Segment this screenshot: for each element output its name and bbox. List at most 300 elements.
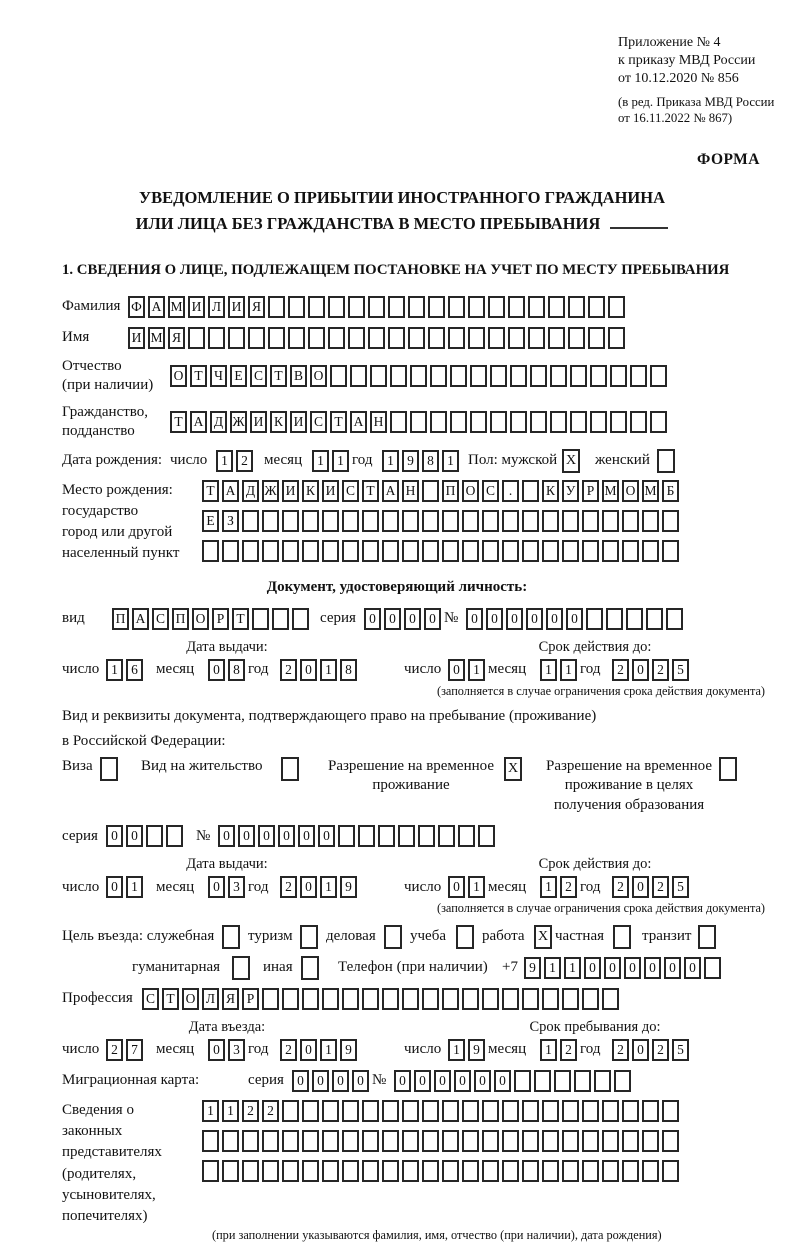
purpose-study-checkbox[interactable]: [456, 925, 474, 949]
doc-number-cell[interactable]: 0: [546, 608, 563, 630]
citizenship-cell[interactable]: [610, 411, 627, 433]
given-name-cell[interactable]: [508, 327, 525, 349]
profession-cell[interactable]: [322, 988, 339, 1010]
birth-place-line1-cell[interactable]: .: [502, 480, 519, 502]
stay-year-cell[interactable]: 2: [652, 1039, 669, 1061]
doc-number-cell[interactable]: [626, 608, 643, 630]
given-name-cell[interactable]: [608, 327, 625, 349]
patronymic-cell[interactable]: [330, 365, 347, 387]
surname-cell[interactable]: [268, 296, 285, 318]
mc-series-cell[interactable]: 0: [312, 1070, 329, 1092]
profession-cell[interactable]: [462, 988, 479, 1010]
birth-place-line2-cell[interactable]: [302, 510, 319, 532]
surname-cell[interactable]: [328, 296, 345, 318]
doc-valid-month-cell[interactable]: 1: [560, 659, 577, 681]
representatives-line2-cell[interactable]: [202, 1130, 219, 1152]
phone-cell[interactable]: 0: [624, 957, 641, 979]
citizenship-cell[interactable]: И: [290, 411, 307, 433]
citizenship-cell[interactable]: И: [250, 411, 267, 433]
permit-number-cell[interactable]: 0: [218, 825, 235, 847]
permit-number-cell[interactable]: 0: [318, 825, 335, 847]
doc-number-cell[interactable]: 0: [566, 608, 583, 630]
purpose-business-checkbox[interactable]: [384, 925, 402, 949]
permit-number-cell[interactable]: [418, 825, 435, 847]
birth-place-line3-cell[interactable]: [622, 540, 639, 562]
given-name-cell[interactable]: И: [128, 327, 145, 349]
representatives-line1-cell[interactable]: [282, 1100, 299, 1122]
permit-valid-year-cell[interactable]: 2: [612, 876, 629, 898]
doc-type-cell[interactable]: О: [192, 608, 209, 630]
representatives-line2-cell[interactable]: [302, 1130, 319, 1152]
given-name-cell[interactable]: [448, 327, 465, 349]
birth-place-line1-cell[interactable]: К: [542, 480, 559, 502]
birth-place-line2-cell[interactable]: [342, 510, 359, 532]
doc-issue-month-cell[interactable]: 0: [208, 659, 225, 681]
mc-series-cell[interactable]: 0: [332, 1070, 349, 1092]
purpose-work-checkbox[interactable]: X: [534, 925, 552, 949]
citizenship-cell[interactable]: Ж: [230, 411, 247, 433]
representatives-line2-cell[interactable]: [502, 1130, 519, 1152]
representatives-line1-cell[interactable]: 2: [262, 1100, 279, 1122]
birth-place-line1-cell[interactable]: С: [482, 480, 499, 502]
doc-number-cell[interactable]: 0: [466, 608, 483, 630]
birth-place-line3-cell[interactable]: [262, 540, 279, 562]
doc-type-cell[interactable]: П: [172, 608, 189, 630]
entry-year-cell[interactable]: 1: [320, 1039, 337, 1061]
surname-cell[interactable]: М: [168, 296, 185, 318]
profession-cell[interactable]: [582, 988, 599, 1010]
doc-issue-year-cell[interactable]: 8: [340, 659, 357, 681]
permit-number-cell[interactable]: [358, 825, 375, 847]
birth-place-line2-cell[interactable]: [582, 510, 599, 532]
representatives-line2-cell[interactable]: [642, 1130, 659, 1152]
doc-number-cell[interactable]: 0: [506, 608, 523, 630]
representatives-line1-cell[interactable]: 1: [222, 1100, 239, 1122]
patronymic-cell[interactable]: Ч: [210, 365, 227, 387]
birth-place-line2-cell[interactable]: [522, 510, 539, 532]
given-name-cell[interactable]: [588, 327, 605, 349]
citizenship-cell[interactable]: [430, 411, 447, 433]
stay-year-cell[interactable]: 5: [672, 1039, 689, 1061]
mc-number-cell[interactable]: 0: [434, 1070, 451, 1092]
birth-place-line3-cell[interactable]: [382, 540, 399, 562]
doc-type-cell[interactable]: [292, 608, 309, 630]
representatives-line2-cell[interactable]: [422, 1130, 439, 1152]
birth-place-line3-cell[interactable]: [282, 540, 299, 562]
temp-residence-edu-checkbox[interactable]: [719, 757, 737, 781]
surname-cell[interactable]: [448, 296, 465, 318]
mc-number-cell[interactable]: 0: [494, 1070, 511, 1092]
purpose-private-checkbox[interactable]: [613, 925, 631, 949]
purpose-humanitarian-checkbox[interactable]: [232, 956, 250, 980]
surname-cell[interactable]: [608, 296, 625, 318]
representatives-line2-cell[interactable]: [262, 1130, 279, 1152]
representatives-line1-cell[interactable]: [342, 1100, 359, 1122]
permit-number-cell[interactable]: [458, 825, 475, 847]
citizenship-cell[interactable]: А: [350, 411, 367, 433]
representatives-line1-cell[interactable]: [382, 1100, 399, 1122]
citizenship-cell[interactable]: [530, 411, 547, 433]
profession-cell[interactable]: О: [182, 988, 199, 1010]
doc-type-cell[interactable]: С: [152, 608, 169, 630]
representatives-line1-cell[interactable]: [562, 1100, 579, 1122]
given-name-cell[interactable]: [468, 327, 485, 349]
surname-cell[interactable]: [508, 296, 525, 318]
doc-number-cell[interactable]: 0: [526, 608, 543, 630]
birth-place-line2-cell[interactable]: [502, 510, 519, 532]
patronymic-cell[interactable]: С: [250, 365, 267, 387]
birth-place-line1-cell[interactable]: О: [622, 480, 639, 502]
surname-cell[interactable]: [388, 296, 405, 318]
doc-type-cell[interactable]: А: [132, 608, 149, 630]
mc-number-cell[interactable]: [514, 1070, 531, 1092]
birth-place-line3-cell[interactable]: [302, 540, 319, 562]
birth-place-line1-cell[interactable]: О: [462, 480, 479, 502]
citizenship-cell[interactable]: [410, 411, 427, 433]
profession-cell[interactable]: [342, 988, 359, 1010]
birth-place-line3-cell[interactable]: [322, 540, 339, 562]
patronymic-cell[interactable]: [490, 365, 507, 387]
birth-place-line1-cell[interactable]: М: [642, 480, 659, 502]
doc-issue-year-cell[interactable]: 0: [300, 659, 317, 681]
permit-number-cell[interactable]: [378, 825, 395, 847]
birth-place-line3-cell[interactable]: [502, 540, 519, 562]
doc-valid-day-cell[interactable]: 0: [448, 659, 465, 681]
permit-issue-month-cell[interactable]: 0: [208, 876, 225, 898]
patronymic-cell[interactable]: Т: [190, 365, 207, 387]
profession-cell[interactable]: [562, 988, 579, 1010]
representatives-line2-cell[interactable]: [622, 1130, 639, 1152]
patronymic-cell[interactable]: [410, 365, 427, 387]
doc-type-cell[interactable]: Т: [232, 608, 249, 630]
birth-place-line1-cell[interactable]: [422, 480, 439, 502]
stay-month-cell[interactable]: 2: [560, 1039, 577, 1061]
given-name-cell[interactable]: [548, 327, 565, 349]
citizenship-cell[interactable]: [490, 411, 507, 433]
profession-cell[interactable]: [422, 988, 439, 1010]
birth-place-line1-cell[interactable]: И: [282, 480, 299, 502]
profession-cell[interactable]: [502, 988, 519, 1010]
citizenship-cell[interactable]: К: [270, 411, 287, 433]
citizenship-cell[interactable]: Н: [370, 411, 387, 433]
sex-male-checkbox[interactable]: X: [562, 449, 580, 473]
representatives-line1-cell[interactable]: [442, 1100, 459, 1122]
doc-series-cell[interactable]: 0: [404, 608, 421, 630]
given-name-cell[interactable]: [208, 327, 225, 349]
birth-year-cell[interactable]: 8: [422, 450, 439, 472]
birth-place-line3-cell[interactable]: [482, 540, 499, 562]
doc-number-cell[interactable]: [606, 608, 623, 630]
given-name-cell[interactable]: [428, 327, 445, 349]
patronymic-cell[interactable]: В: [290, 365, 307, 387]
given-name-cell[interactable]: [188, 327, 205, 349]
stay-year-cell[interactable]: 0: [632, 1039, 649, 1061]
representatives-line1-cell[interactable]: [302, 1100, 319, 1122]
surname-cell[interactable]: Я: [248, 296, 265, 318]
profession-cell[interactable]: [302, 988, 319, 1010]
purpose-tourism-checkbox[interactable]: [300, 925, 318, 949]
stay-day-cell[interactable]: 9: [468, 1039, 485, 1061]
birth-place-line3-cell[interactable]: [242, 540, 259, 562]
given-name-cell[interactable]: [248, 327, 265, 349]
permit-valid-year-cell[interactable]: 2: [652, 876, 669, 898]
permit-valid-year-cell[interactable]: 5: [672, 876, 689, 898]
doc-issue-year-cell[interactable]: 2: [280, 659, 297, 681]
given-name-cell[interactable]: [308, 327, 325, 349]
citizenship-cell[interactable]: [390, 411, 407, 433]
profession-cell[interactable]: Р: [242, 988, 259, 1010]
citizenship-cell[interactable]: [510, 411, 527, 433]
representatives-line2-cell[interactable]: [482, 1130, 499, 1152]
representatives-line2-cell[interactable]: [522, 1130, 539, 1152]
citizenship-cell[interactable]: Д: [210, 411, 227, 433]
representatives-line1-cell[interactable]: [642, 1100, 659, 1122]
representatives-line2-cell[interactable]: [382, 1130, 399, 1152]
doc-valid-year-cell[interactable]: 5: [672, 659, 689, 681]
birth-place-line1-cell[interactable]: А: [382, 480, 399, 502]
doc-type-cell[interactable]: [272, 608, 289, 630]
birth-place-line1-cell[interactable]: С: [342, 480, 359, 502]
representatives-line2-cell[interactable]: [442, 1130, 459, 1152]
birth-place-line3-cell[interactable]: [582, 540, 599, 562]
citizenship-cell[interactable]: Т: [330, 411, 347, 433]
representatives-line2-cell[interactable]: [402, 1130, 419, 1152]
doc-type-cell[interactable]: П: [112, 608, 129, 630]
surname-cell[interactable]: [428, 296, 445, 318]
doc-series-cell[interactable]: 0: [424, 608, 441, 630]
representatives-line2-cell[interactable]: [222, 1130, 239, 1152]
birth-place-line2-cell[interactable]: З: [222, 510, 239, 532]
doc-issue-month-cell[interactable]: 8: [228, 659, 245, 681]
representatives-line1-cell[interactable]: [542, 1100, 559, 1122]
surname-cell[interactable]: И: [228, 296, 245, 318]
birth-place-line2-cell[interactable]: [462, 510, 479, 532]
representatives-line1-cell[interactable]: [322, 1100, 339, 1122]
given-name-cell[interactable]: [268, 327, 285, 349]
doc-series-cell[interactable]: 0: [384, 608, 401, 630]
profession-cell[interactable]: [282, 988, 299, 1010]
patronymic-cell[interactable]: Е: [230, 365, 247, 387]
mc-number-cell[interactable]: [594, 1070, 611, 1092]
mc-number-cell[interactable]: 0: [394, 1070, 411, 1092]
birth-place-line2-cell[interactable]: [622, 510, 639, 532]
birth-place-line2-cell[interactable]: [322, 510, 339, 532]
surname-cell[interactable]: [588, 296, 605, 318]
permit-issue-year-cell[interactable]: 0: [300, 876, 317, 898]
birth-place-line2-cell[interactable]: [662, 510, 679, 532]
doc-number-cell[interactable]: [586, 608, 603, 630]
stay-month-cell[interactable]: 1: [540, 1039, 557, 1061]
citizenship-cell[interactable]: Т: [170, 411, 187, 433]
representatives-line1-cell[interactable]: [602, 1100, 619, 1122]
entry-year-cell[interactable]: 2: [280, 1039, 297, 1061]
entry-month-cell[interactable]: 3: [228, 1039, 245, 1061]
mc-number-cell[interactable]: [574, 1070, 591, 1092]
mc-number-cell[interactable]: [534, 1070, 551, 1092]
doc-issue-year-cell[interactable]: 1: [320, 659, 337, 681]
surname-cell[interactable]: [408, 296, 425, 318]
profession-cell[interactable]: Я: [222, 988, 239, 1010]
birth-place-line3-cell[interactable]: [462, 540, 479, 562]
permit-number-cell[interactable]: 0: [278, 825, 295, 847]
phone-cell[interactable]: 1: [544, 957, 561, 979]
given-name-cell[interactable]: [568, 327, 585, 349]
patronymic-cell[interactable]: [470, 365, 487, 387]
permit-series-cell[interactable]: 0: [126, 825, 143, 847]
permit-number-cell[interactable]: 0: [298, 825, 315, 847]
birth-place-line2-cell[interactable]: [242, 510, 259, 532]
birth-place-line1-cell[interactable]: П: [442, 480, 459, 502]
birth-year-cell[interactable]: 1: [382, 450, 399, 472]
birth-place-line3-cell[interactable]: [222, 540, 239, 562]
doc-issue-day-cell[interactable]: 6: [126, 659, 143, 681]
patronymic-cell[interactable]: [530, 365, 547, 387]
representatives-line1-cell[interactable]: [482, 1100, 499, 1122]
given-name-cell[interactable]: [348, 327, 365, 349]
representatives-line1-cell[interactable]: [522, 1100, 539, 1122]
doc-series-cell[interactable]: 0: [364, 608, 381, 630]
given-name-cell[interactable]: Я: [168, 327, 185, 349]
entry-day-cell[interactable]: 7: [126, 1039, 143, 1061]
doc-number-cell[interactable]: [646, 608, 663, 630]
representatives-line1-cell[interactable]: [402, 1100, 419, 1122]
surname-cell[interactable]: А: [148, 296, 165, 318]
permit-number-cell[interactable]: [478, 825, 495, 847]
birth-place-line1-cell[interactable]: Р: [582, 480, 599, 502]
birth-month-cell[interactable]: 1: [312, 450, 329, 472]
birth-place-line2-cell[interactable]: [362, 510, 379, 532]
profession-cell[interactable]: [542, 988, 559, 1010]
representatives-line2-cell[interactable]: [582, 1130, 599, 1152]
permit-series-cell[interactable]: [166, 825, 183, 847]
profession-cell[interactable]: С: [142, 988, 159, 1010]
phone-cell[interactable]: 9: [524, 957, 541, 979]
representatives-line2-cell[interactable]: [602, 1130, 619, 1152]
permit-valid-day-cell[interactable]: 1: [468, 876, 485, 898]
representatives-line2-cell[interactable]: [562, 1130, 579, 1152]
birth-place-line1-cell[interactable]: Д: [242, 480, 259, 502]
patronymic-cell[interactable]: [450, 365, 467, 387]
birth-place-line2-cell[interactable]: Е: [202, 510, 219, 532]
mc-number-cell[interactable]: 0: [474, 1070, 491, 1092]
surname-cell[interactable]: [568, 296, 585, 318]
birth-year-cell[interactable]: 1: [442, 450, 459, 472]
given-name-cell[interactable]: М: [148, 327, 165, 349]
temp-residence-checkbox[interactable]: X: [504, 757, 522, 781]
birth-place-line2-cell[interactable]: [282, 510, 299, 532]
surname-cell[interactable]: И: [188, 296, 205, 318]
surname-cell[interactable]: [288, 296, 305, 318]
profession-cell[interactable]: [362, 988, 379, 1010]
phone-cell[interactable]: 0: [584, 957, 601, 979]
entry-day-cell[interactable]: 2: [106, 1039, 123, 1061]
patronymic-cell[interactable]: О: [170, 365, 187, 387]
surname-cell[interactable]: [468, 296, 485, 318]
profession-cell[interactable]: [522, 988, 539, 1010]
permit-number-cell[interactable]: 0: [238, 825, 255, 847]
representatives-line1-cell[interactable]: [622, 1100, 639, 1122]
doc-type-cell[interactable]: Р: [212, 608, 229, 630]
birth-place-line1-cell[interactable]: Б: [662, 480, 679, 502]
profession-cell[interactable]: [482, 988, 499, 1010]
birth-place-line2-cell[interactable]: [542, 510, 559, 532]
phone-cell[interactable]: [704, 957, 721, 979]
citizenship-cell[interactable]: [570, 411, 587, 433]
citizenship-cell[interactable]: А: [190, 411, 207, 433]
birth-day-cell[interactable]: 1: [216, 450, 233, 472]
citizenship-cell[interactable]: [550, 411, 567, 433]
phone-cell[interactable]: 0: [684, 957, 701, 979]
representatives-line2-cell[interactable]: [242, 1130, 259, 1152]
permit-valid-day-cell[interactable]: 0: [448, 876, 465, 898]
permit-number-cell[interactable]: [438, 825, 455, 847]
profession-cell[interactable]: Л: [202, 988, 219, 1010]
citizenship-cell[interactable]: [450, 411, 467, 433]
patronymic-cell[interactable]: [590, 365, 607, 387]
permit-issue-day-cell[interactable]: 0: [106, 876, 123, 898]
representatives-line1-cell[interactable]: [422, 1100, 439, 1122]
birth-place-line3-cell[interactable]: [542, 540, 559, 562]
patronymic-cell[interactable]: Т: [270, 365, 287, 387]
birth-place-line3-cell[interactable]: [442, 540, 459, 562]
entry-month-cell[interactable]: 0: [208, 1039, 225, 1061]
doc-type-cell[interactable]: [252, 608, 269, 630]
birth-year-cell[interactable]: 9: [402, 450, 419, 472]
permit-series-cell[interactable]: [146, 825, 163, 847]
doc-valid-month-cell[interactable]: 1: [540, 659, 557, 681]
representatives-line1-cell[interactable]: [582, 1100, 599, 1122]
birth-place-line2-cell[interactable]: [382, 510, 399, 532]
surname-cell[interactable]: Ф: [128, 296, 145, 318]
patronymic-cell[interactable]: [630, 365, 647, 387]
entry-year-cell[interactable]: 0: [300, 1039, 317, 1061]
citizenship-cell[interactable]: [630, 411, 647, 433]
surname-cell[interactable]: [348, 296, 365, 318]
phone-cell[interactable]: 0: [644, 957, 661, 979]
representatives-line2-cell[interactable]: [342, 1130, 359, 1152]
citizenship-cell[interactable]: С: [310, 411, 327, 433]
birth-place-line1-cell[interactable]: Н: [402, 480, 419, 502]
purpose-official-checkbox[interactable]: [222, 925, 240, 949]
birth-place-line3-cell[interactable]: [422, 540, 439, 562]
given-name-cell[interactable]: [528, 327, 545, 349]
birth-place-line2-cell[interactable]: [422, 510, 439, 532]
patronymic-cell[interactable]: [510, 365, 527, 387]
birth-place-line2-cell[interactable]: [482, 510, 499, 532]
profession-cell[interactable]: [602, 988, 619, 1010]
patronymic-cell[interactable]: [550, 365, 567, 387]
given-name-cell[interactable]: [328, 327, 345, 349]
birth-place-line3-cell[interactable]: [342, 540, 359, 562]
mc-number-cell[interactable]: 0: [414, 1070, 431, 1092]
representatives-line1-cell[interactable]: [462, 1100, 479, 1122]
profession-cell[interactable]: [262, 988, 279, 1010]
given-name-cell[interactable]: [388, 327, 405, 349]
birth-place-line2-cell[interactable]: [402, 510, 419, 532]
permit-valid-year-cell[interactable]: 0: [632, 876, 649, 898]
doc-number-cell[interactable]: [666, 608, 683, 630]
doc-valid-year-cell[interactable]: 2: [652, 659, 669, 681]
birth-place-line2-cell[interactable]: [262, 510, 279, 532]
representatives-line2-cell[interactable]: [282, 1130, 299, 1152]
citizenship-cell[interactable]: [470, 411, 487, 433]
birth-place-line3-cell[interactable]: [562, 540, 579, 562]
birth-place-line1-cell[interactable]: У: [562, 480, 579, 502]
birth-place-line3-cell[interactable]: [522, 540, 539, 562]
permit-number-cell[interactable]: 0: [258, 825, 275, 847]
surname-cell[interactable]: [548, 296, 565, 318]
phone-cell[interactable]: 1: [564, 957, 581, 979]
